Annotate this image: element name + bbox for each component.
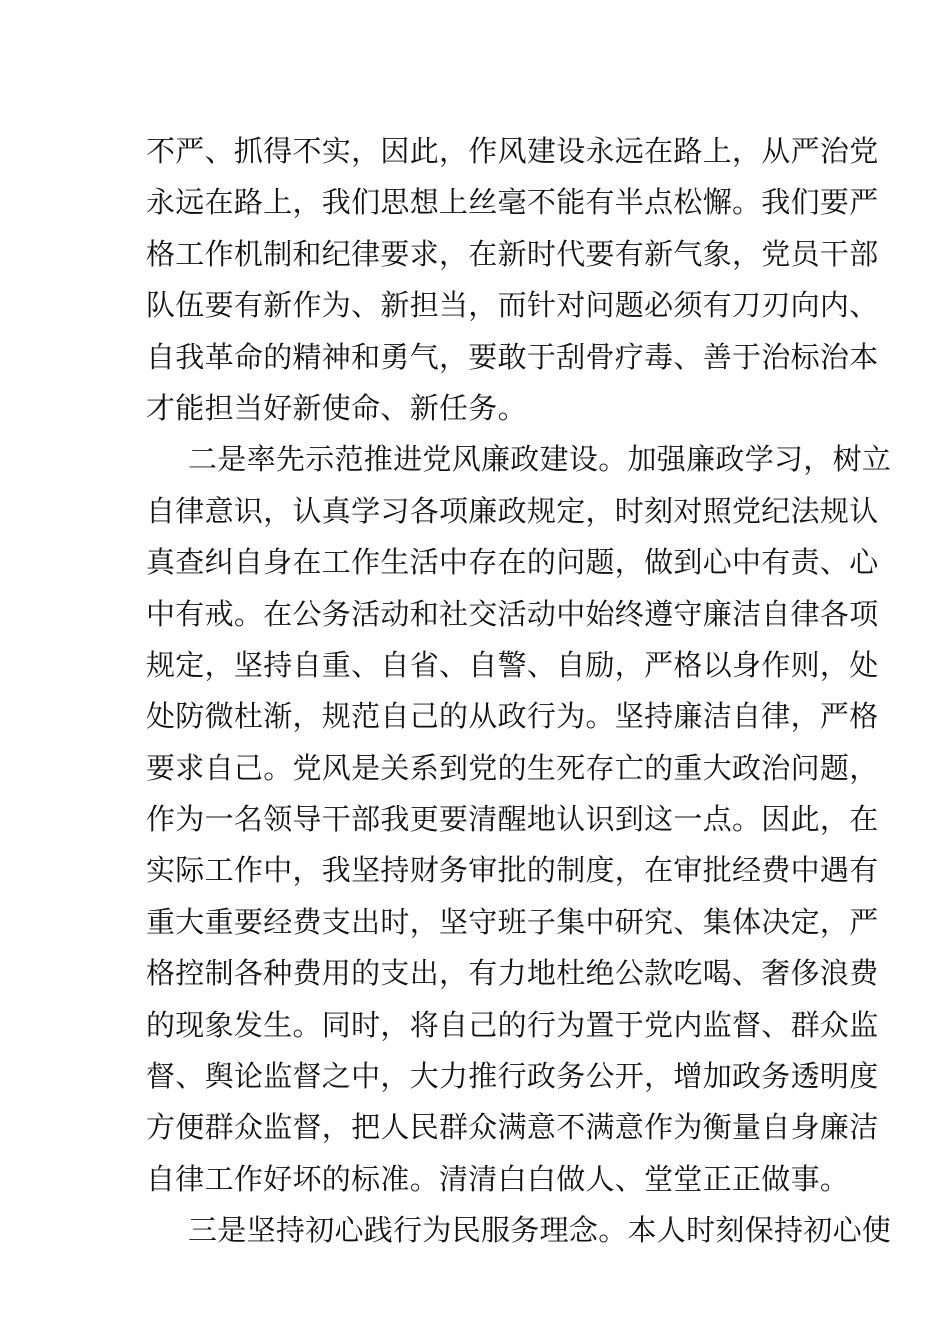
text-line: 要求自己。党风是关系到党的生死存亡的重大政治问题，	[146, 750, 879, 785]
text-line: 实际工作中，我坚持财务审批的制度，在审批经费中遇有	[146, 853, 879, 888]
document-body	[146, 126, 892, 1257]
text-line: 规定，坚持自重、自省、自警、自励，严格以身作则，处	[146, 647, 879, 682]
text-line: 队伍要有新作为、新担当，而针对问题必须有刀刃向内、	[146, 288, 879, 323]
text-line: 重大重要经费支出时，坚守班子集中研究、集体决定，严	[146, 904, 879, 939]
text-line: 处防微杜渐，规范自己的从政行为。坚持廉洁自律，严格	[146, 699, 879, 734]
text-line: 方便群众监督，把人民群众满意不满意作为衡量自身廉洁	[146, 1110, 879, 1145]
text-line: 不严、抓得不实，因此，作风建设永远在路上，从严治党	[146, 134, 879, 168]
paragraph-start-line: 二是率先示范推进党风廉政建设。加强廉政学习，树立	[188, 442, 892, 477]
text-line: 永远在路上，我们思想上丝毫不能有半点松懈。我们要严	[146, 185, 879, 220]
text-line: 格控制各种费用的支出，有力地杜绝公款吃喝、奢侈浪费	[146, 956, 879, 991]
text-line: 格工作机制和纪律要求，在新时代要有新气象，党员干部	[146, 236, 879, 271]
text-line: 自律工作好坏的标准。清清白白做人、堂堂正正做事。	[146, 1161, 850, 1196]
text-line: 自律意识，认真学习各项廉政规定，时刻对照党纪法规认	[146, 493, 879, 528]
paragraph-start-line: 三是坚持初心践行为民服务理念。本人时刻保持初心使	[188, 1213, 892, 1248]
text-line: 真查纠自身在工作生活中存在的问题，做到心中有责、心	[146, 545, 879, 580]
text-line: 作为一名领导干部我更要清醒地认识到这一点。因此，在	[146, 802, 879, 837]
text-line: 自我革命的精神和勇气，要敢于刮骨疗毒、善于治标治本	[146, 339, 879, 374]
text-line: 才能担当好新使命、新任务。	[146, 390, 527, 425]
text-line: 督、舆论监督之中，大力推行政务公开，增加政务透明度	[146, 1059, 879, 1094]
text-line: 中有戒。在公务活动和社交活动中始终遵守廉洁自律各项	[146, 596, 879, 631]
text-line: 的现象发生。同时，将自己的行为置于党内监督、群众监	[146, 1007, 879, 1042]
